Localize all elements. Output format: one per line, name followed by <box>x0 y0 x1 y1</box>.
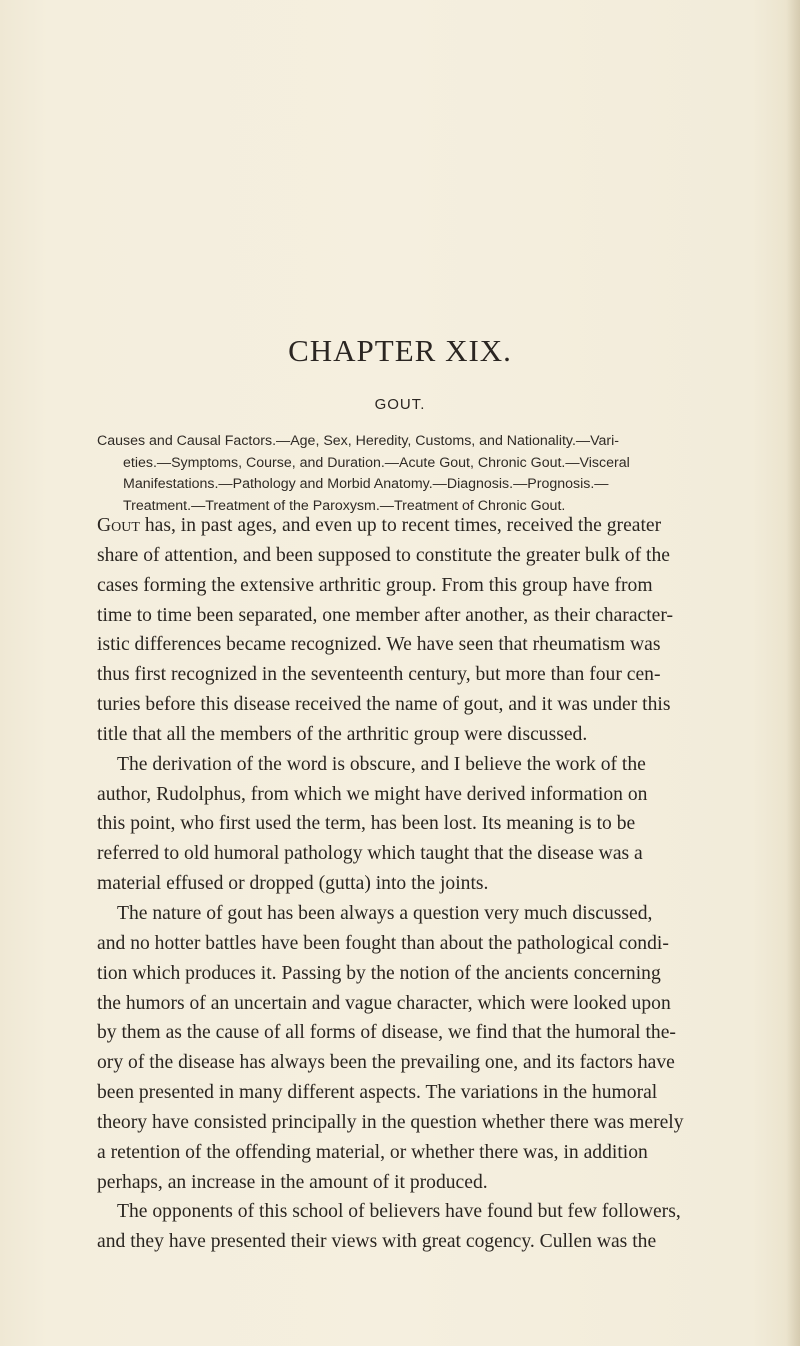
body-line: cases forming the extensive arthritic group. From this group have from <box>97 574 653 596</box>
body-line: by them as the cause of all forms of disease, we find that the humoral the- <box>97 1022 676 1044</box>
chapter-title: CHAPTER XIX. <box>288 333 512 368</box>
body-line: time to time been separated, one member after another, as their character- <box>97 604 674 626</box>
body-line: istic differences became recognized. We have seen that rheumatism was <box>97 634 661 656</box>
body-line: Gout has, in past ages, and even up to recent times, received the greater <box>97 515 662 536</box>
body-line: the humors of an uncertain and vague character, which were looked upon <box>97 992 671 1014</box>
body-line: The derivation of the word is obscure, and I believe the work of the <box>117 753 646 775</box>
body-line: tion which produces it. Passing by the notion of the ancients concerning <box>97 962 661 984</box>
chapter-subject: GOUT. <box>374 396 426 413</box>
body-line: title that all the members of the arthritic group were discussed. <box>97 723 588 745</box>
body-line: and no hotter battles have been fought than about the pathological condi- <box>97 932 669 954</box>
page-edge-shadow <box>786 0 800 1346</box>
body-line: The nature of gout has been always a question very much discussed, <box>117 902 653 924</box>
body-line: a retention of the offending material, or whether there was, in addition <box>97 1141 648 1163</box>
body-line: this point, who first used the term, has been lost. Its meaning is to be <box>97 813 636 835</box>
summary-line: Manifestations.—Pathology and Morbid Anatomy.—Diagnosis.—Prognosis.— <box>123 476 609 492</box>
summary-line: Causes and Causal Factors.—Age, Sex, Heredity, Customs, and Nationality.—Vari- <box>97 433 619 449</box>
drop-word: Gout <box>97 515 140 536</box>
body-line: and they have presented their views with great cogency. Cullen was the <box>97 1231 657 1253</box>
body-line: share of attention, and been supposed to constitute the greater bulk of the <box>97 544 670 566</box>
summary-line: Treatment.—Treatment of the Paroxysm.—Treatment of Chronic Gout. <box>123 497 566 514</box>
body-line: material effused or dropped (gutta) into the joints. <box>97 873 489 895</box>
body-line: author, Rudolphus, from which we might have derived information on <box>97 783 648 805</box>
body-text <box>97 511 717 1257</box>
body-line: thus first recognized in the seventeenth century, but more than four cen- <box>97 664 661 686</box>
body-line: The opponents of this school of believers have found but few followers, <box>117 1201 681 1223</box>
body-line: turies before this disease received the name of gout, and it was under this <box>97 694 671 716</box>
body-line: ory of the disease has always been the prevailing one, and its factors have <box>97 1052 675 1074</box>
body-line: been presented in many different aspects. The variations in the humoral <box>97 1082 658 1104</box>
chapter-summary <box>97 431 715 517</box>
summary-line: eties.—Symptoms, Course, and Duration.—Acute Gout, Chronic Gout.—Visceral <box>123 454 630 471</box>
body-line: perhaps, an increase in the amount of it produced. <box>97 1171 488 1193</box>
body-line: theory have consisted principally in the question whether there was merely <box>97 1111 684 1133</box>
body-line: referred to old humoral pathology which taught that the disease was a <box>97 843 643 865</box>
